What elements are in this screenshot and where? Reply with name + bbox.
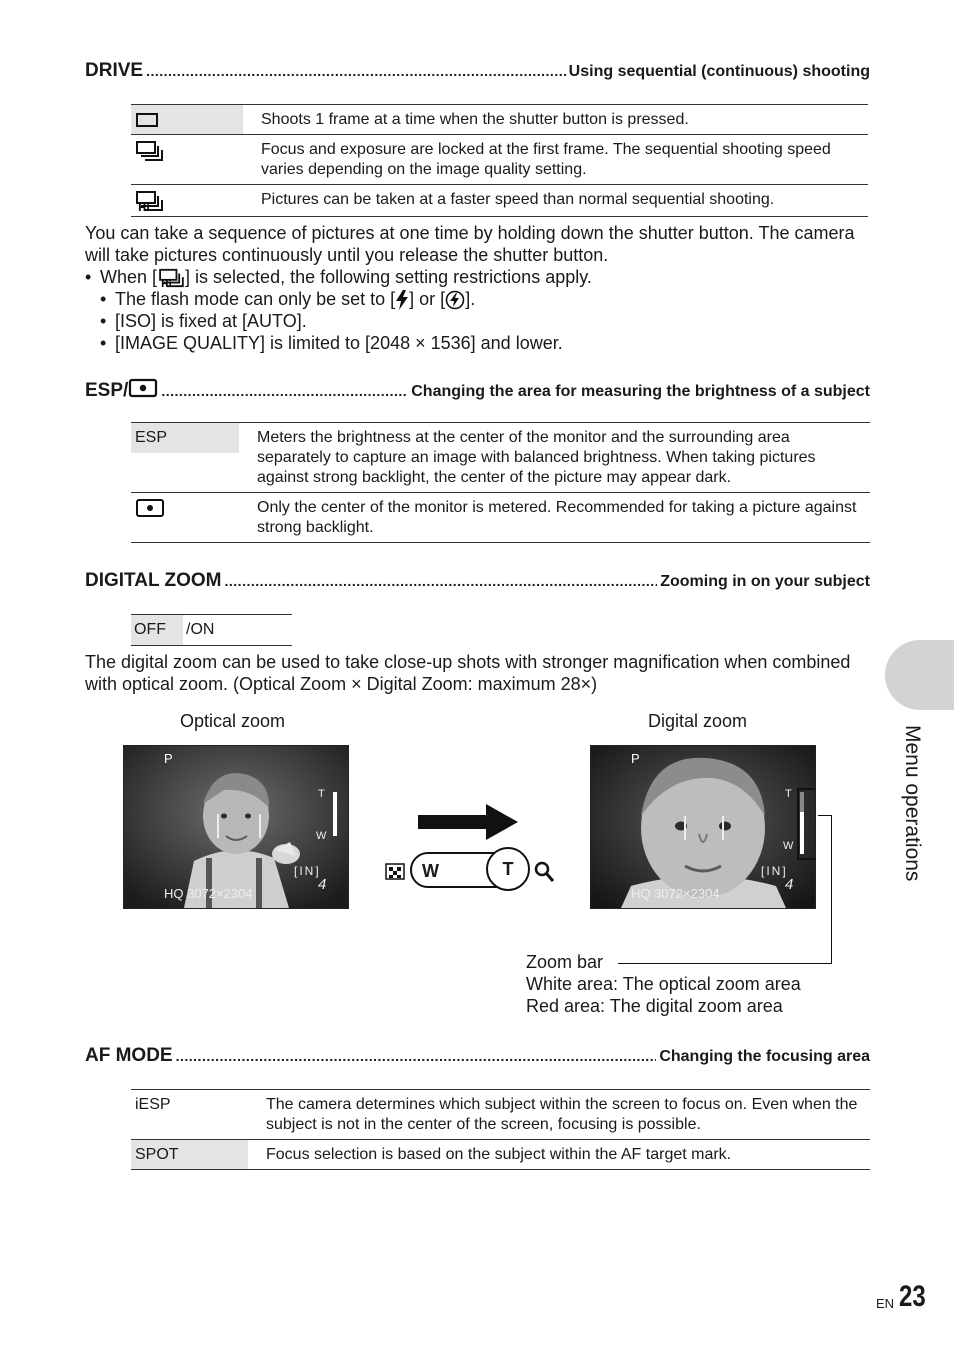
hi-sequential-icon	[131, 185, 243, 217]
drive-intro: You can take a sequence of pictures at one time by holding down the shutter button. The camera will take pictures continuously until you release the shutter button.	[85, 223, 855, 265]
af-target-mark	[217, 814, 261, 838]
leader-dots	[225, 573, 658, 589]
memory-indicator: [IN]	[761, 864, 788, 878]
zoom-bar-red-note: Red area: The digital zoom area	[526, 996, 783, 1016]
iesp-key: iESP	[131, 1090, 248, 1140]
hi-sequential-icon	[157, 268, 185, 288]
lever-tele-label[interactable]: T	[486, 847, 530, 891]
digital-zoom-screen	[590, 745, 816, 909]
spot-metering-icon	[131, 493, 239, 543]
option-on: /ON	[186, 621, 215, 638]
sequential-icon	[131, 135, 243, 185]
af-mode-options-table	[131, 1089, 870, 1170]
bullet-text-pre: When [	[100, 267, 158, 287]
esp-text: Meters the brightness at the center of the monitor and the surrounding area separately to capture an image with balanced brightness. When taking pictures against strong backlight, the center of the picture may appear dark.	[239, 423, 870, 493]
esp-description: Changing the area for measuring the brightness of a subject	[411, 383, 870, 400]
zoom-bar	[333, 792, 337, 836]
digital-zoom-caption: Digital zoom	[648, 711, 748, 731]
zoom-bar-title: Zoom bar	[526, 952, 604, 972]
drive-bullet-1: • When [ Hi ] is selected, the following setting restrictions apply.	[85, 266, 592, 288]
digital-zoom-title: DIGITAL ZOOM	[85, 570, 222, 591]
zoom-bar-white-note: White area: The optical zoom area	[526, 974, 801, 994]
esp-key-cell	[131, 423, 239, 493]
table-row	[131, 105, 868, 135]
mode-indicator: P	[164, 751, 173, 766]
magnifier-icon	[534, 860, 556, 884]
flash-off-icon	[445, 290, 465, 310]
single-frame-icon	[131, 105, 243, 135]
esp-key: ESP	[131, 423, 239, 453]
section-label: Menu operations	[901, 725, 924, 882]
zoom-wide-label: W	[316, 830, 327, 842]
table-row	[131, 1090, 870, 1140]
drive-sub-bullet-iso: • [ISO] is fixed at [AUTO].	[100, 311, 307, 331]
drive-options-table	[131, 104, 868, 217]
af-mode-description: Changing the focusing area	[659, 1048, 870, 1065]
shots-remaining: 4	[785, 876, 794, 893]
digital-zoom-options	[131, 614, 292, 646]
digital-zoom-intro: The digital zoom can be used to take close-up shots with stronger magnification when combined with optical zoom. (Optical Zoom × Digital Zoom: maximum 28×)	[85, 652, 851, 694]
iso-text: [ISO] is fixed at [AUTO].	[115, 311, 307, 331]
table-row	[131, 185, 868, 217]
leader-dots	[176, 1048, 657, 1064]
arrow-right-icon	[418, 804, 518, 840]
table-row	[131, 1140, 870, 1170]
flash-text-post: ].	[465, 289, 476, 309]
zoom-bar-digital-area	[800, 792, 804, 812]
drive-sequential-text: Focus and exposure are locked at the first frame. The sequential shooting speed varies depending on the image quality setting.	[243, 135, 868, 185]
bullet-text-post: ] is selected, the following setting restrictions apply.	[185, 267, 592, 287]
spot-metering-icon	[128, 378, 158, 398]
zoom-tele-label: T	[318, 788, 325, 800]
iesp-text: The camera determines which subject within the screen to focus on. Even when the subject is not in the center of the screen, focusing is possible.	[248, 1090, 870, 1140]
flash-text-pre: The flash mode can only be set to [	[115, 289, 396, 309]
drive-hi-text: Pictures can be taken at a faster speed than normal sequential shooting.	[243, 185, 868, 217]
spot-text: Focus selection is based on the subject within the AF target mark.	[248, 1140, 870, 1170]
section-tab	[885, 640, 954, 710]
zoom-bar-callout-line	[618, 963, 831, 964]
table-row	[131, 135, 868, 185]
optical-zoom-screen	[123, 745, 349, 909]
lever-wide-label: W	[422, 861, 439, 881]
zoom-bar-callout-line	[818, 815, 832, 964]
af-target-mark	[684, 816, 724, 840]
quality-indicator: HQ 3072×2304	[164, 886, 253, 901]
af-mode-title: AF MODE	[85, 1045, 173, 1066]
af-mode-heading	[85, 1045, 870, 1069]
zoom-lever[interactable]	[410, 852, 528, 888]
zoom-wide-label: W	[783, 840, 794, 852]
section-label-container	[890, 725, 930, 905]
flash-text-mid: ] or [	[409, 289, 446, 309]
quality-text: [IMAGE QUALITY] is limited to [2048 × 1536] and lower.	[115, 333, 563, 353]
digital-zoom-description: Zooming in on your subject	[660, 573, 870, 590]
leader-dots	[161, 383, 408, 399]
spot-metering-text: Only the center of the monitor is metered. Recommended for taking a picture against strong backlight.	[239, 493, 870, 543]
esp-heading	[85, 378, 870, 402]
spot-key: SPOT	[131, 1140, 248, 1170]
leader-dots	[146, 63, 566, 79]
page-number: 23	[899, 1280, 926, 1313]
mode-indicator: P	[631, 751, 640, 766]
svg-text:Hi: Hi	[161, 280, 172, 289]
drive-single-text: Shoots 1 frame at a time when the shutter button is pressed.	[243, 105, 868, 135]
esp-options-table	[131, 422, 870, 543]
flash-icon	[395, 290, 409, 310]
wide-checker-icon	[385, 862, 407, 882]
drive-heading	[85, 60, 870, 84]
quality-indicator: HQ 3072×2304	[631, 886, 720, 901]
option-off: OFF	[131, 615, 183, 645]
digital-zoom-heading	[85, 570, 870, 594]
svg-text:Hi: Hi	[138, 203, 150, 212]
drive-title: DRIVE	[85, 60, 144, 81]
table-row	[131, 493, 870, 543]
shots-remaining: 4	[318, 876, 327, 893]
optical-zoom-caption: Optical zoom	[180, 711, 286, 731]
drive-sub-bullet-flash: • The flash mode can only be set to [ ] or [ ].	[100, 289, 476, 309]
drive-sub-bullet-quality: • [IMAGE QUALITY] is limited to [2048 × 1536] and lower.	[100, 333, 563, 353]
table-row	[131, 423, 870, 493]
esp-title: ESP/	[85, 378, 158, 402]
memory-indicator: [IN]	[294, 864, 321, 878]
language-code: EN	[876, 1296, 895, 1311]
drive-description: Using sequential (continuous) shooting	[568, 63, 870, 80]
zoom-tele-label: T	[785, 788, 792, 800]
